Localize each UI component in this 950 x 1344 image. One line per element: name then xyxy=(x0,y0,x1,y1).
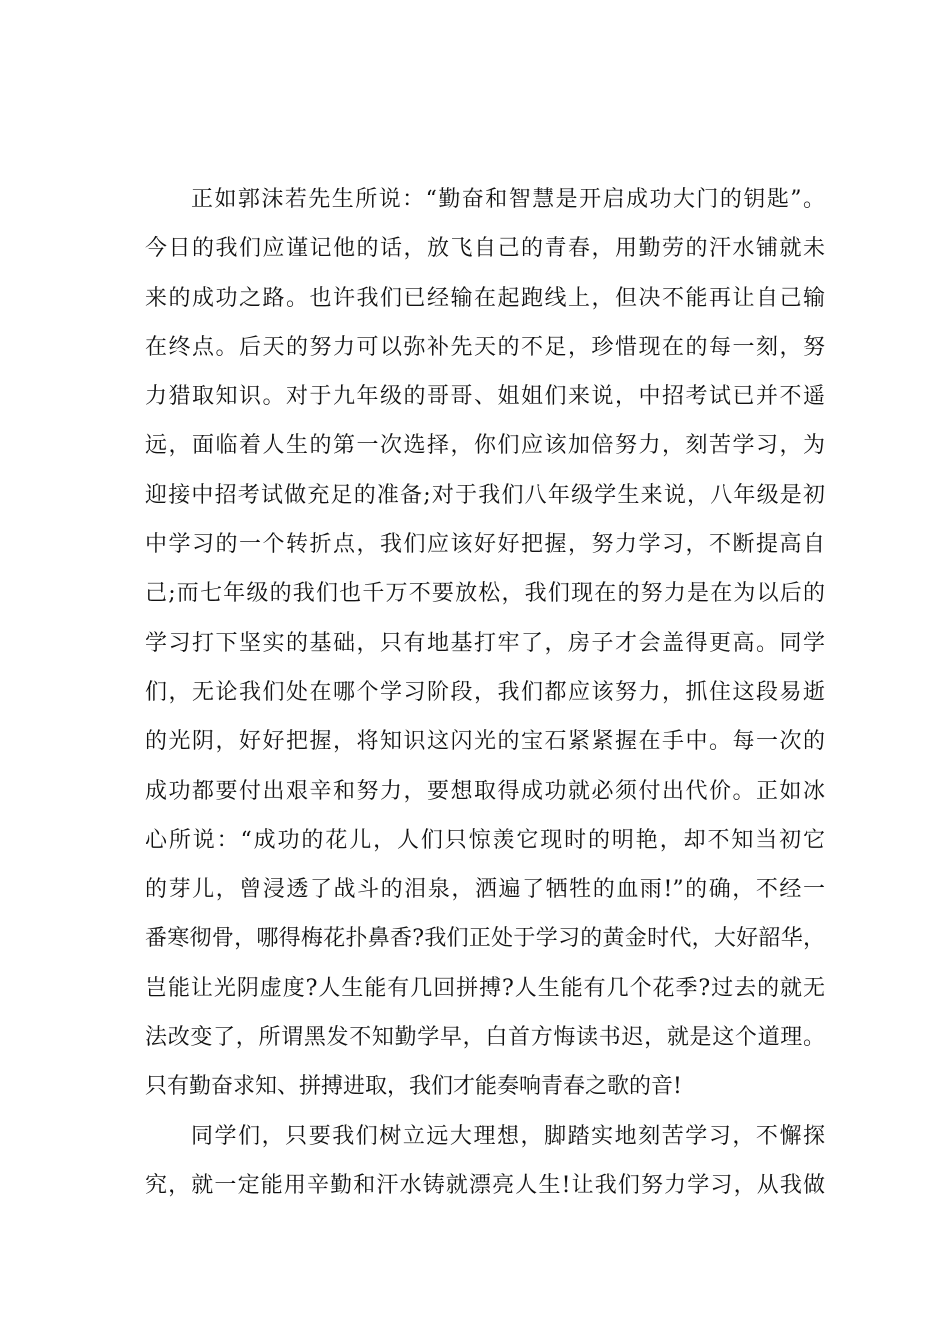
text-line: 来的成功之路。也许我们已经输在起跑线上，但决不能再让自己输 xyxy=(145,285,825,311)
text-line: 今日的我们应谨记他的话，放飞自己的青春，用勤劳的汗水铺就未 xyxy=(145,236,825,262)
text-line: 中学习的一个转折点，我们应该好好把握，努力学习，不断提高自 xyxy=(145,532,825,558)
text-line: 学习打下坚实的基础，只有地基打牢了，房子才会盖得更高。同学 xyxy=(145,630,825,656)
text-line: 正如郭沫若先生所说：“勤奋和智慧是开启成功大门的钥匙”。 xyxy=(191,187,825,212)
paragraph-2 xyxy=(145,1112,825,1211)
text-line: 究，就一定能用辛勤和汗水铸就漂亮人生!让我们努力学习，从我做 xyxy=(145,1172,825,1198)
text-line: 成功都要付出艰辛和努力，要想取得成功就必须付出代价。正如冰 xyxy=(145,778,825,804)
text-line: 法改变了，所谓黑发不知勤学早，白首方悔读书迟，就是这个道理。 xyxy=(145,1025,825,1051)
text-line: 心所说：“成功的花儿，人们只惊羡它现时的明艳，却不知当初它 xyxy=(145,827,825,853)
text-line: 岂能让光阴虚度?人生能有几回拼搏?人生能有几个花季?过去的就无 xyxy=(145,975,825,1001)
text-line: 们，无论我们处在哪个学习阶段，我们都应该努力，抓住这段易逝 xyxy=(145,679,825,705)
text-line: 同学们，只要我们树立远大理想，脚踏实地刻苦学习，不懈探 xyxy=(191,1123,825,1149)
body-text xyxy=(145,175,825,1210)
text-line: 在终点。后天的努力可以弥补先天的不足，珍惜现在的每一刻，努 xyxy=(145,334,825,360)
text-line: 的光阴，好好把握，将知识这闪光的宝石紧紧握在手中。每一次的 xyxy=(145,729,825,755)
text-line: 迎接中招考试做充足的准备;对于我们八年级学生来说，八年级是初 xyxy=(145,482,825,508)
text-line: 远，面临着人生的第一次选择，你们应该加倍努力，刻苦学习，为 xyxy=(145,433,825,459)
text-line: 力猎取知识。对于九年级的哥哥、姐姐们来说，中招考试已并不遥 xyxy=(145,384,825,410)
text-line: 番寒彻骨，哪得梅花扑鼻香?我们正处于学习的黄金时代，大好韶华， xyxy=(145,926,825,952)
text-line: 己;而七年级的我们也千万不要放松，我们现在的努力是在为以后的 xyxy=(145,581,825,607)
text-line: 只有勤奋求知、拼搏进取，我们才能奏响青春之歌的音! xyxy=(145,1074,682,1100)
text-line: 的芽儿，曾浸透了战斗的泪泉，洒遍了牺牲的血雨!”的确，不经一 xyxy=(145,877,825,903)
paragraph-1 xyxy=(145,175,825,1112)
